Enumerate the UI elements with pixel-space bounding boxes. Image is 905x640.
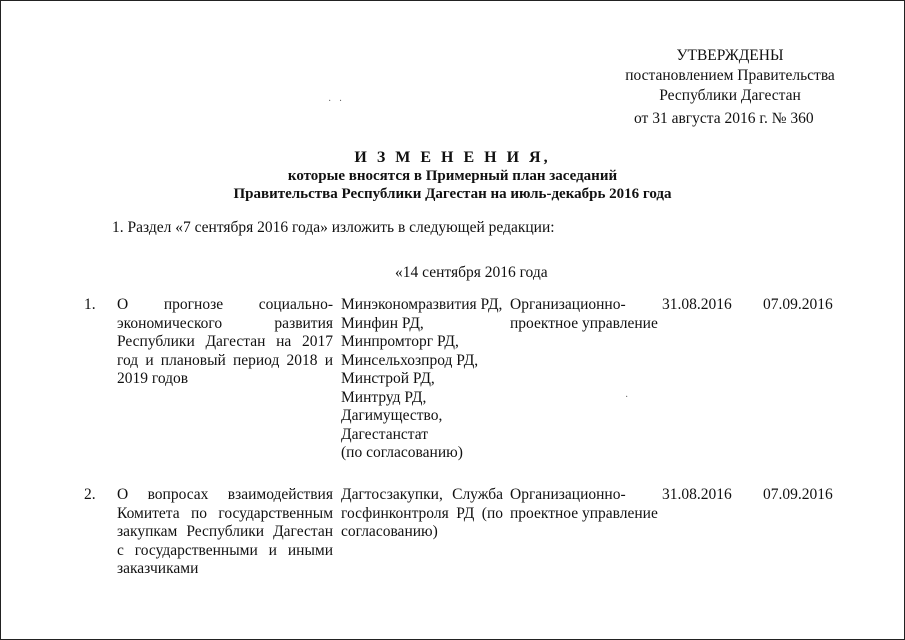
instruction-text: 1. Раздел «7 сентября 2016 года» изложить в следующей редакции: — [112, 219, 555, 236]
scan-speck: · · — [328, 96, 343, 107]
row-organization: Организационно-проектное управление — [510, 486, 658, 522]
responsible-item: Минэкономразвития РД, — [341, 296, 503, 313]
approval-line-1: постановлением Правительства — [625, 67, 835, 84]
row-date-review: 07.09.2016 — [763, 296, 833, 313]
row-organization: Организационно-проектное управление — [510, 296, 658, 332]
responsible-item: Дагимущество, — [341, 407, 443, 424]
responsible-item: (по согласованию) — [341, 444, 463, 461]
row-date-submit: 31.08.2016 — [662, 486, 732, 503]
row-topic: О прогнозе социально-экономического развития Республики Дагестан на 2017 год и плановый период 2018 и 2019 годов — [117, 296, 333, 387]
approval-line-2: Республики Дагестан — [659, 87, 801, 104]
responsible-item: Минфин РД, — [341, 314, 424, 332]
heading-line-3: Правительства Республики Дагестан на июль-декабрь 2016 года — [233, 186, 672, 202]
responsible-item: Минстрой РД, — [341, 370, 435, 387]
row-responsible: Дагтосзакупки, Служба госфинконтроля РД (по согласованию) — [341, 486, 503, 540]
section-date: «14 сентября 2016 года — [395, 264, 548, 281]
responsible-item: Минсельхозпрод РД, — [341, 351, 479, 369]
responsible-item: Минтруд РД, — [341, 388, 427, 406]
heading-line-2: которые вносятся в Примерный план заседаний — [287, 168, 618, 184]
row-responsible — [341, 296, 503, 463]
row-number: 1. — [84, 296, 96, 313]
approval-title: УТВЕРЖДЕНЫ — [676, 47, 784, 64]
row-date-submit: 31.08.2016 — [662, 296, 732, 313]
heading-title: И З М Е Н Е Н И Я, — [354, 149, 551, 166]
row-number: 2. — [84, 486, 96, 503]
scan-speck: · — [625, 392, 629, 403]
responsible-item: Дагестанстат — [341, 425, 428, 443]
approval-stamp — [600, 46, 860, 106]
approval-date: от 31 августа 2016 г. № 360 — [634, 110, 814, 127]
row-topic: О вопросах взаимодействия Комитета по государственным закупкам Республики Дагестан с государственными и иными заказчиками — [117, 486, 333, 577]
row-date-review: 07.09.2016 — [763, 486, 833, 503]
responsible-item: Минпромторг РД, — [341, 333, 459, 350]
document-heading — [0, 149, 905, 203]
